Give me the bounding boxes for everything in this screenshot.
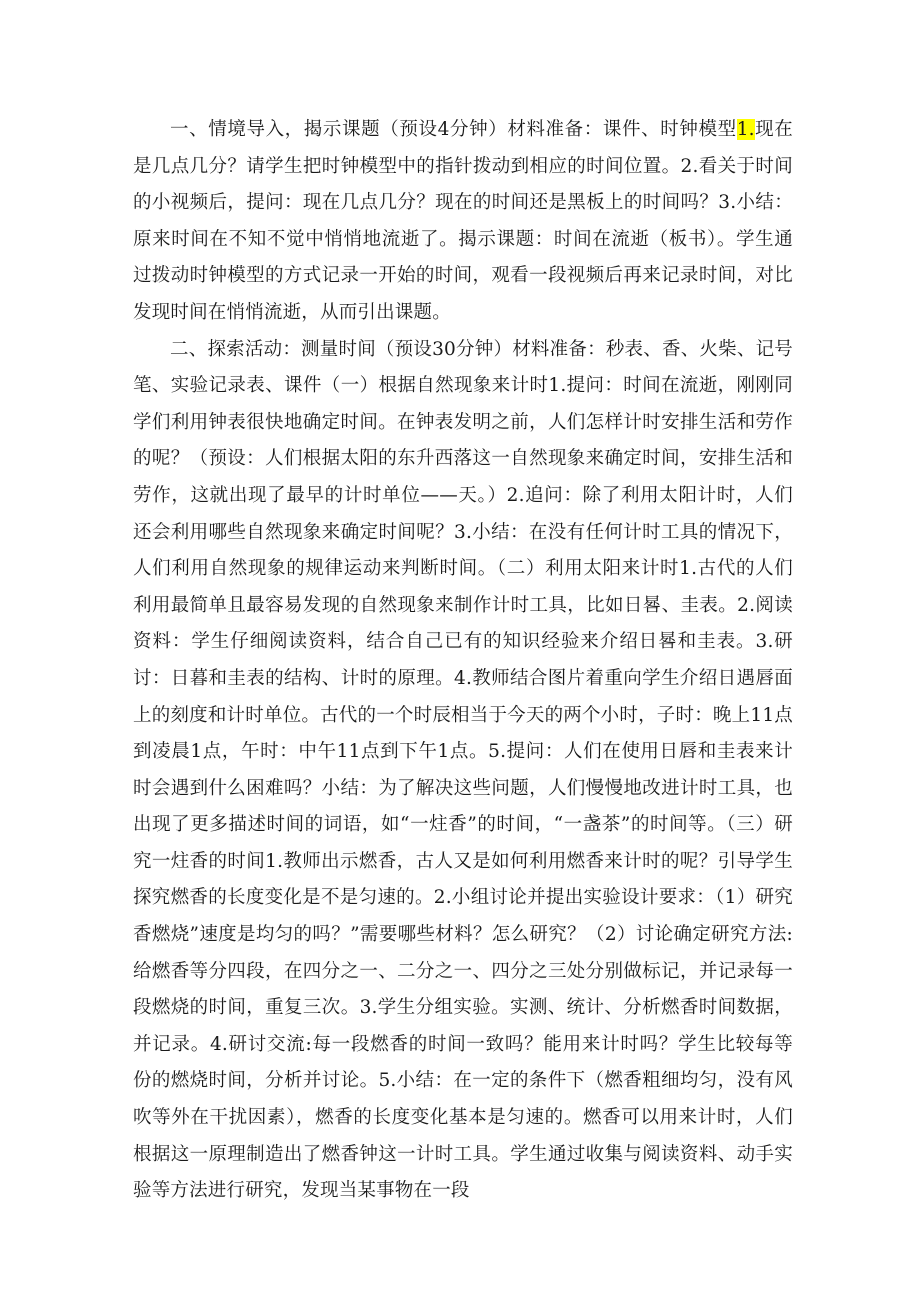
paragraph-intro-text-end: 现在是几点几分？请学生把时钟模型中的指针拨动到相应的时间位置。2.看关于时间的小视频后，提问：现在几点几分？现在的时间还是黑板上的时间吗？3.小结：原来时间在不知不觉中悄悄地流逝了。揭示课题：时间在流逝（板书）。学生通过拨动时钟模型的方式记录一开始的时间，观看一段视频后再来记录时间，对比发现时间在悄悄流逝，从而引出课题。 [133, 119, 793, 323]
document-body [133, 112, 793, 1210]
paragraph-intro [133, 112, 793, 332]
highlighted-text: 1. [736, 119, 755, 140]
paragraph-exploration: 二、探索活动：测量时间（预设30分钟）材料准备：秒表、香、火柴、记号笔、实验记录表、课件（一）根据自然现象来计时1.提问：时间在流逝，刚刚同学们利用钟表很快地确定时间。在钟表发明之前，人们怎样计时安排生活和劳作的呢？（预设：人们根据太阳的东升西落这一自然现象来确定时间，安排生活和劳作，这就出现了最早的计时单位——天。）2.追问：除了利用太阳计时，人们还会利用哪些自然现象来确定时间呢？3.小结：在没有任何计时工具的情况下，人们利用自然现象的规律运动来判断时间。（二）利用太阳来计时1.古代的人们利用最简单且最容易发现的自然现象来制作计时工具，比如日晷、圭表。2.阅读资料：学生仔细阅读资料，结合自己已有的知识经验来介绍日晷和圭表。3.研讨：日暮和圭表的结构、计时的原理。4.教师结合图片着重向学生介绍日遇唇面上的刻度和计时单位。古代的一个时辰相当于今天的两个小时，子时：晚上11点到凌晨1点，午时：中午11点到下午1点。5.提问：人们在使用日唇和圭表来计时会遇到什么困难吗？小结：为了解决这些问题，人们慢慢地改进计时工具，也出现了更多描述时间的词语，如“一炷香”的时间，“一盏茶”的时间等。（三）研究一炷香的时间1.教师出示燃香，古人又是如何利用燃香来计时的呢？引导学生探究燃香的长度变化是不是匀速的。2.小组讨论并提出实验设计要求：（1）研究香燃烧”速度是均匀的吗？”需要哪些材料？怎么研究？（2）讨论确定研究方法:给燃香等分四段，在四分之一、二分之一、四分之三处分别做标记，并记录每一段燃烧的时间，重复三次。3.学生分组实验。实测、统计、分析燃香时间数据，并记录。4.研讨交流:每一段燃香的时间一致吗？能用来计时吗？学生比较每等份的燃烧时间，分析并讨论。5.小结：在一定的条件下（燃香粗细均匀，没有风吹等外在干扰因素），燃香的长度变化基本是匀速的。燃香可以用来计时，人们根据这一原理制造出了燃香钟这一计时工具。学生通过收集与阅读资料、动手实验等方法进行研究，发现当某事物在一段 [133, 338, 793, 1202]
paragraph-intro-text-start: 一、情境导入，揭示课题（预设4分钟）材料准备：课件、时钟模型 [170, 119, 737, 140]
